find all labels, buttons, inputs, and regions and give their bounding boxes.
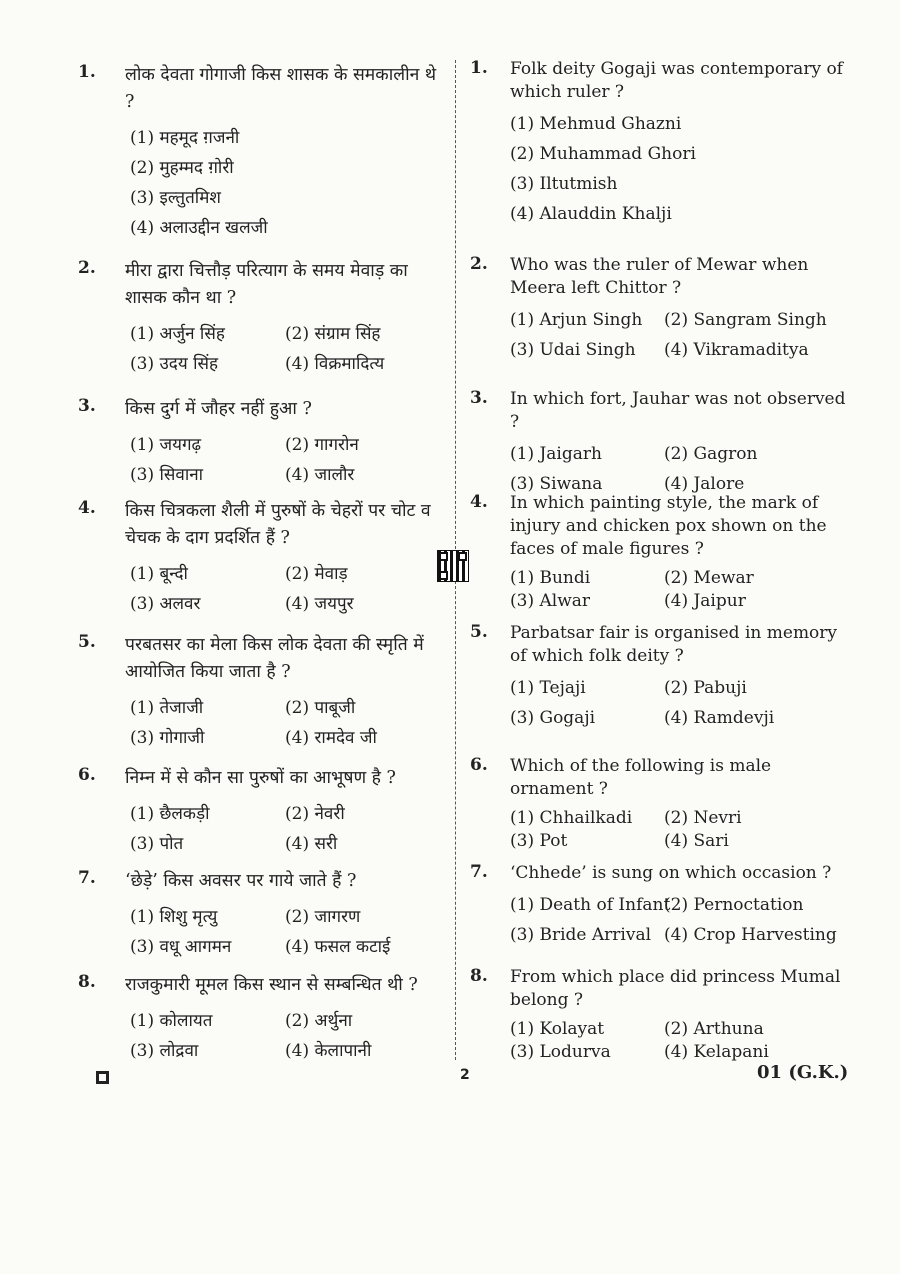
option-1: (1) शिशु मृत्यु (130, 906, 218, 927)
option-3: (3) Gogaji (510, 708, 596, 728)
option-2: (2) संग्राम सिंह (285, 323, 381, 344)
option-1: (1) बून्दी (130, 563, 188, 584)
option-3: (3) उदय सिंह (130, 353, 219, 374)
question-number: 2. (78, 258, 96, 278)
option-1: (1) अर्जुन सिंह (130, 323, 225, 344)
option-3: (3) Lodurva (510, 1041, 611, 1062)
options (510, 305, 846, 365)
question-text: निम्न में से कौन सा पुरुषों का आभूषण है ? (125, 768, 396, 788)
option-2: (2) Arthuna (664, 1018, 764, 1039)
options (510, 109, 846, 229)
option-1: (1) Kolayat (510, 1018, 605, 1039)
option-4: (4) सरी (285, 833, 338, 854)
option-4: (4) Ramdevji (664, 708, 775, 728)
question-number: 4. (470, 492, 488, 512)
question-2 (78, 258, 448, 377)
question-number: 1. (470, 58, 488, 78)
option-4: (4) केलापानी (285, 1040, 372, 1061)
question-3 (466, 388, 846, 499)
question-text: ‘छेड़े’ किस अवसर पर गाये जाते हैं ? (125, 871, 357, 891)
question-6 (78, 765, 448, 857)
option-1: (1) Chhailkadi (510, 807, 633, 828)
option-4: (4) Kelapani (664, 1041, 769, 1062)
question-6 (466, 755, 846, 852)
question-number: 7. (470, 862, 488, 882)
question-4 (466, 492, 846, 612)
option-3: (3) Siwana (510, 474, 603, 494)
option-2: (2) अर्थुना (285, 1010, 353, 1031)
option-1: (1) महमूद ग़जनी (130, 127, 240, 148)
option-2: (2) Nevri (664, 807, 742, 828)
question-text: In which fort, Jauhar was not observed ? (510, 389, 846, 432)
option-4: (4) Jalore (664, 474, 745, 494)
options (130, 797, 448, 857)
option-4: (4) Crop Harvesting (664, 925, 837, 945)
option-1: (1) तेजाजी (130, 697, 204, 718)
option-1: (1) Mehmud Ghazni (510, 114, 682, 134)
option-3: (3) Alwar (510, 590, 591, 611)
options (130, 121, 448, 241)
question-text: From which place did princess Mumal belong ? (510, 967, 841, 1010)
options (510, 806, 846, 852)
question-5 (466, 622, 846, 733)
question-3 (78, 396, 448, 488)
option-4: (4) जालौर (285, 464, 355, 485)
option-2: (2) गागरोन (285, 434, 359, 455)
question-7 (78, 868, 448, 960)
question-number: 5. (78, 632, 96, 652)
option-4: (4) Vikramaditya (664, 340, 809, 360)
question-text: Which of the following is male ornament ? (510, 756, 772, 799)
option-3: (3) लोद्रवा (130, 1040, 199, 1061)
option-4: (4) विक्रमादित्य (285, 353, 385, 374)
question-1 (466, 58, 846, 229)
option-1: (1) Jaigarh (510, 444, 602, 464)
options (130, 900, 448, 960)
options (510, 890, 846, 950)
option-1: (1) कोलायत (130, 1010, 213, 1031)
option-1: (1) छैलकड़ी (130, 803, 210, 824)
options (130, 691, 448, 751)
option-2: (2) मेवाड़ (285, 563, 348, 584)
paper-code: 01 (G.K.) (757, 1062, 849, 1083)
question-text: मीरा द्वारा चित्तौड़ परित्याग के समय मेवाड़ का शासक कौन था ? (125, 261, 408, 308)
options (130, 428, 448, 488)
question-text: किस चित्रकला शैली में पुरुषों के चेहरों पर चोट व चेचक के दाग प्रदर्शित हैं ? (125, 501, 431, 548)
options (130, 317, 448, 377)
page-number: 2 (460, 1067, 470, 1083)
option-3: (3) Pot (510, 830, 568, 851)
question-1 (78, 62, 448, 241)
footer-square-icon (96, 1071, 109, 1084)
question-8 (466, 966, 846, 1063)
options (130, 557, 448, 617)
option-1: (1) Tejaji (510, 678, 586, 698)
question-7 (466, 862, 846, 950)
question-number: 4. (78, 498, 96, 518)
question-text: Who was the ruler of Mewar when Meera left Chittor ? (510, 255, 809, 298)
option-3: (3) वधू आगमन (130, 936, 232, 957)
option-3: (3) अलवर (130, 593, 201, 614)
option-2: (2) Muhammad Ghori (510, 144, 696, 164)
option-2: (2) मुहम्मद ग़ोरी (130, 157, 234, 178)
option-3: (3) Iltutmish (510, 174, 618, 194)
option-4: (4) Sari (664, 830, 729, 851)
option-2: (2) पाबूजी (285, 697, 356, 718)
options (510, 439, 846, 499)
option-2: (2) जागरण (285, 906, 361, 927)
options (510, 673, 846, 733)
option-2: (2) नेवरी (285, 803, 345, 824)
option-4: (4) Jaipur (664, 590, 746, 611)
question-text: किस दुर्ग में जौहर नहीं हुआ ? (125, 399, 312, 419)
option-1: (1) जयगढ़ (130, 434, 202, 455)
option-3: (3) सिवाना (130, 464, 204, 485)
option-2: (2) Pernoctation (664, 895, 804, 915)
question-number: 7. (78, 868, 96, 888)
question-text: Parbatsar fair is organised in memory of which folk deity ? (510, 623, 838, 666)
option-3: (3) पोत (130, 833, 184, 854)
question-number: 8. (470, 966, 488, 986)
option-3: (3) इल्तुतमिश (130, 187, 221, 208)
option-3: (3) गोगाजी (130, 727, 205, 748)
option-4: (4) रामदेव जी (285, 727, 377, 748)
options (510, 1017, 846, 1063)
question-5 (78, 632, 448, 751)
options (130, 1004, 448, 1064)
option-4: (4) जयपुर (285, 593, 354, 614)
options (510, 566, 846, 612)
option-2: (2) Sangram Singh (664, 310, 827, 330)
question-8 (78, 972, 448, 1064)
option-1: (1) Arjun Singh (510, 310, 643, 330)
question-number: 3. (470, 388, 488, 408)
question-number: 3. (78, 396, 96, 416)
question-number: 8. (78, 972, 96, 992)
question-number: 6. (78, 765, 96, 785)
question-number: 2. (470, 254, 488, 274)
option-1: (1) Bundi (510, 567, 591, 588)
option-4: (4) Alauddin Khalji (510, 204, 672, 224)
question-text: ‘Chhede’ is sung on which occasion ? (510, 863, 832, 883)
question-text: परबतसर का मेला किस लोक देवता की स्मृति में आयोजित किया जाता है ? (125, 635, 424, 682)
option-2: (2) Pabuji (664, 678, 747, 698)
option-4: (4) फसल कटाई (285, 936, 391, 957)
question-2 (466, 254, 846, 365)
option-4: (4) अलाउद्दीन खलजी (130, 217, 268, 238)
question-number: 6. (470, 755, 488, 775)
option-2: (2) Mewar (664, 567, 754, 588)
option-3: (3) Bride Arrival (510, 925, 652, 945)
option-1: (1) Death of Infant (510, 895, 671, 915)
option-2: (2) Gagron (664, 444, 758, 464)
question-number: 5. (470, 622, 488, 642)
question-number: 1. (78, 62, 96, 82)
question-text: लोक देवता गोगाजी किस शासक के समकालीन थे ? (125, 65, 437, 112)
question-4 (78, 498, 448, 617)
question-text: Folk deity Gogaji was contemporary of which ruler ? (510, 59, 843, 102)
option-3: (3) Udai Singh (510, 340, 636, 360)
question-text: राजकुमारी मूमल किस स्थान से सम्बन्धित थी ? (125, 975, 418, 995)
question-text: In which painting style, the mark of injury and chicken pox shown on the faces of male figures ? (510, 493, 827, 559)
